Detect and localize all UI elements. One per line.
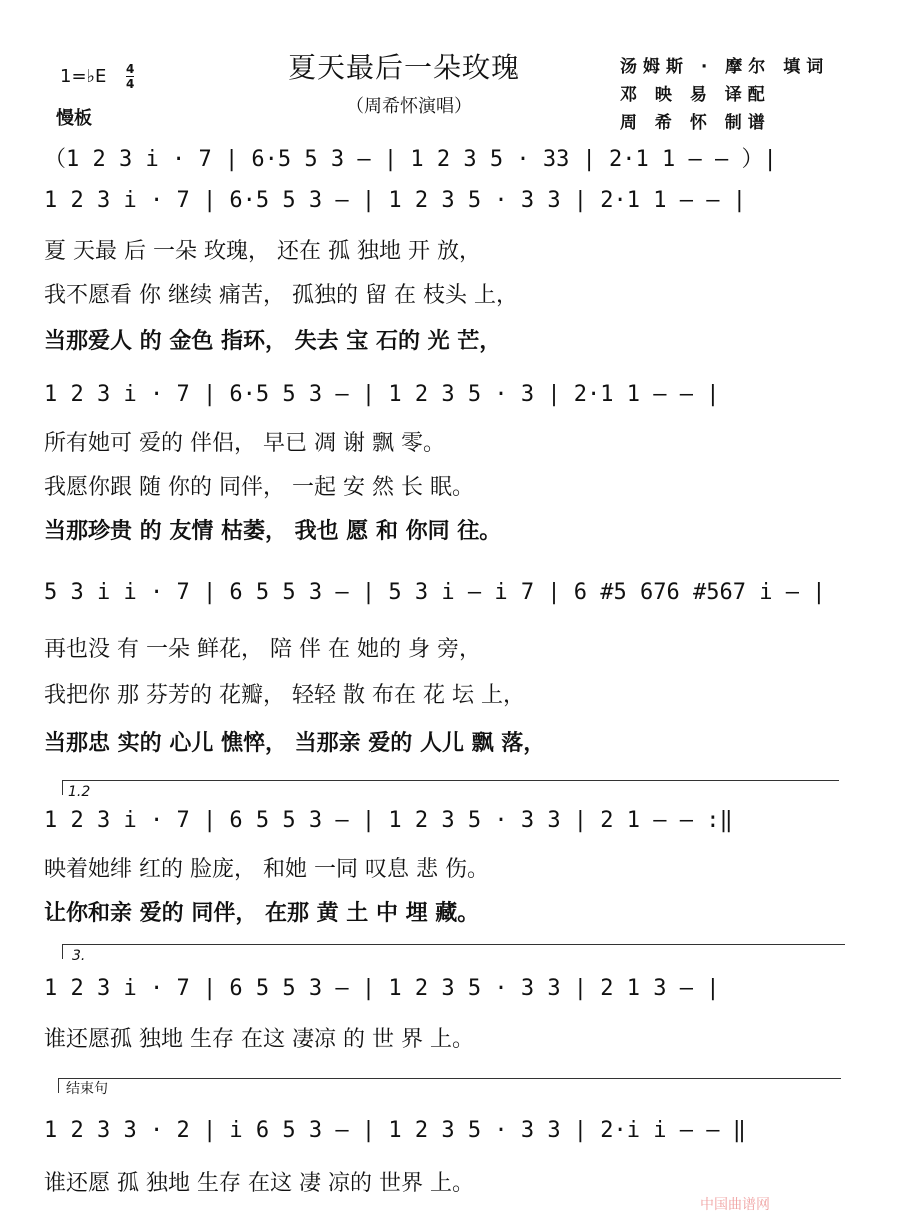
system2-lyrics-verse1: 所有她可 爱的 伴侣， 早已 凋 谢 飘 零。 [44,431,445,456]
system1-notes: 1 2 3 i · 7 | 6·5 5 3 – | 1 2 3 5 · 3 3 | 2·1 1 – – | [44,188,746,213]
volta-bracket-1-2 [62,780,839,795]
system3-notes: 5 3 i i · 7 | 6 5 5 3 – | 5 3 i – i 7 | 6 #5 676 #567 i – | [44,580,826,605]
volta-label-1-2: 1.2 [68,784,91,800]
system2-notes: 1 2 3 i · 7 | 6·5 5 3 – | 1 2 3 5 · 3 | 2·1 1 – – | [44,382,720,407]
song-title: 夏天最后一朵玫瑰 [288,51,521,84]
meter-top: 4 [126,62,135,76]
system2-lyrics-verse3: 当那珍贵 的 友情 枯萎， 我也 愿 和 你同 往。 [44,519,502,544]
system2-lyrics-verse2: 我愿你跟 随 你的 同伴， 一起 安 然 长 眠。 [44,475,474,500]
system4-notes: 1 2 3 i · 7 | 6 5 5 3 – | 1 2 3 5 · 3 3 | 2 1 – – :‖ [44,808,733,833]
system5-notes: 1 2 3 i · 7 | 6 5 5 3 – | 1 2 3 5 · 3 3 | 2 1 3 – | [44,976,720,1001]
system5-lyrics: 谁还愿孤 独地 生存 在这 凄凉 的 世 界 上。 [44,1027,474,1052]
tempo-marking: 慢板 [56,108,92,129]
system1-lyrics-verse1: 夏 天最 后 一朵 玫瑰， 还在 孤 独地 开 放， [44,239,481,264]
credit-lyricist: 汤姆斯 · 摩尔 填词 [620,57,830,77]
system6-notes: 1 2 3 3 · 2 | i 6 5 3 – | 1 2 3 5 · 3 3 | 2·i i – – ‖ [44,1118,746,1143]
key-signature: 1=♭E [60,66,107,87]
system4-lyrics-verse1: 映着她绯 红的 脸庞， 和她 一同 叹息 悲 伤。 [44,857,489,882]
system6-lyrics: 谁还愿 孤 独地 生存 在这 凄 凉的 世界 上。 [44,1171,474,1196]
credit-translator: 邓 映 易 译配 [620,85,771,105]
time-signature [126,62,134,91]
credit-arranger: 周 希 怀 制谱 [620,113,771,133]
site-watermark: 中国曲谱网 [700,1197,770,1213]
volta-bracket-3 [62,944,845,959]
system3-lyrics-verse1: 再也没 有 一朵 鲜花， 陪 伴 在 她的 身 旁， [44,637,481,662]
system3-lyrics-verse2: 我把你 那 芬芳的 花瓣， 轻轻 散 布在 花 坛 上， [44,683,525,708]
volta-label-3: 3. [72,948,86,964]
intro-notes: （1 2 3 i · 7 | 6·5 5 3 – | 1 2 3 5 · 33 | 2·1 1 – – ）| [44,147,777,172]
system3-lyrics-verse3: 当那忠 实的 心儿 憔悴， 当那亲 爱的 人儿 飘 落， [44,731,546,756]
system1-lyrics-verse3: 当那爱人 的 金色 指环， 失去 宝 石的 光 芒， [44,329,502,354]
meter-bottom: 4 [126,77,135,91]
performer-subtitle: （周希怀演唱） [346,96,472,117]
system1-lyrics-verse2: 我不愿看 你 继续 痛苦， 孤独的 留 在 枝头 上， [44,283,518,308]
system4-lyrics-verse2: 让你和亲 爱的 同伴， 在那 黄 土 中 埋 藏。 [44,901,480,926]
ending-label: 结束句 [66,1081,108,1097]
ending-bracket [58,1078,841,1093]
